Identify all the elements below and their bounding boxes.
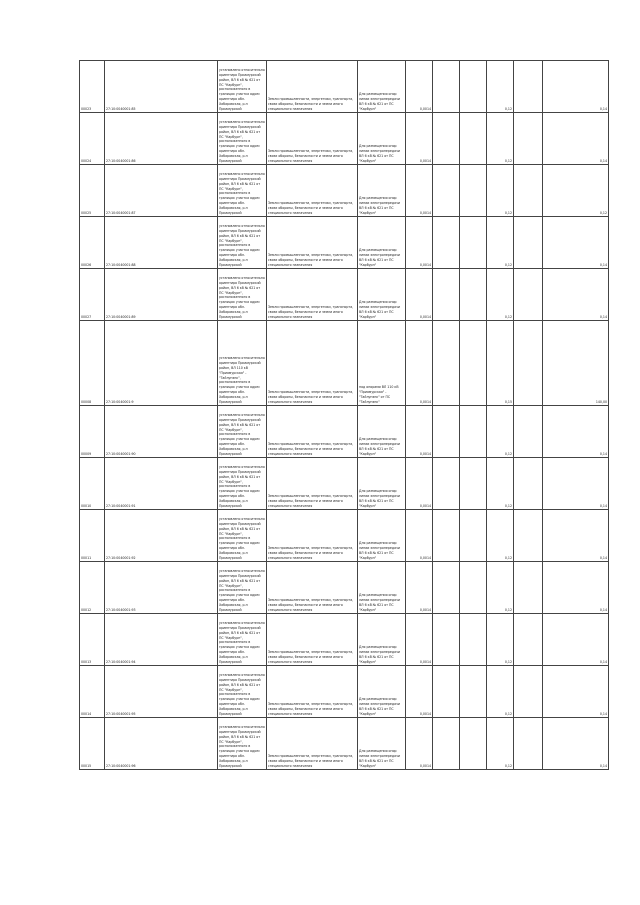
permitted-use: Для размещения опор линии электропередачи ВЛ 6 кВ № 621 от ПС "Карбурн" <box>358 718 406 770</box>
plot-area: 0,0014 <box>406 666 433 718</box>
cadastral-number: 27:10:0040001:94 <box>105 614 218 666</box>
value-2: 0,14 <box>543 269 609 321</box>
empty-cell <box>460 718 487 770</box>
empty-cell <box>460 113 487 165</box>
cadastral-number: 27:10:0040001:87 <box>105 165 218 217</box>
empty-cell <box>514 458 543 510</box>
row-number: 00010 <box>80 458 105 510</box>
table-row <box>80 61 609 113</box>
row-number: 00013 <box>80 614 105 666</box>
plot-area: 0,0014 <box>406 718 433 770</box>
land-category: Земли промышленности, энергетики, транспорта, связи обороны, безопасности и земли иного специального назначения <box>267 614 358 666</box>
row-number: 00026 <box>80 217 105 269</box>
row-number: 00027 <box>80 269 105 321</box>
permitted-use: Для размещения опор линии электропередачи ВЛ 6 кВ № 621 от ПС "Карбурн" <box>358 614 406 666</box>
empty-cell <box>433 113 460 165</box>
plot-area: 0,0014 <box>406 458 433 510</box>
location-description <box>218 165 267 217</box>
land-category: Земли промышленности, энергетики, транспорта, связи обороны, безопасности и земли иного специального назначения <box>267 269 358 321</box>
empty-cell <box>433 718 460 770</box>
cadastral-number: 27:10:0040001:90 <box>105 406 218 458</box>
value-1: 0,12 <box>487 562 514 614</box>
empty-cell <box>514 61 543 113</box>
empty-cell <box>460 614 487 666</box>
row-number: 00014 <box>80 666 105 718</box>
cadastral-number: 27:10:0040001:9 <box>105 321 218 406</box>
permitted-use: Для размещения опор линии электропередачи ВЛ 6 кВ № 621 от ПС "Карбурн" <box>358 113 406 165</box>
value-2: 0,14 <box>543 406 609 458</box>
location-description <box>218 718 267 770</box>
cadastral-number: 27:10:0040001:85 <box>105 61 218 113</box>
location-description <box>218 406 267 458</box>
location-description-text: установлено относительно ориентира Приамурский район, ВЛ 6 кВ № 621 от ПС "Карбурн", расположенного в границах участка адрес ориентира обл. Хабаровская, р-н Приамурский <box>219 568 265 613</box>
land-category: Земли промышленности, энергетики, транспорта, связи обороны, безопасности и земли иного специального назначения <box>267 666 358 718</box>
empty-cell <box>460 217 487 269</box>
cadastral-number: 27:10:0040001:92 <box>105 510 218 562</box>
empty-cell <box>433 217 460 269</box>
cadastral-number: 27:10:0040001:91 <box>105 458 218 510</box>
cadastral-number: 27:10:0040001:95 <box>105 666 218 718</box>
location-description-text: установлено относительно ориентира Приамурский район, ВЛ 6 кВ № 621 от ПС "Карбурн", расположенного в границах участка адрес ориентира обл. Хабаровская, р-н Приамурский <box>219 724 265 769</box>
value-2: 0,14 <box>543 666 609 718</box>
location-description-text: установлено относительно ориентира Приамурский район, ВЛ 6 кВ № 621 от ПС "Карбурн", расположенного в границах участка адрес ориентира обл. Хабаровская, р-н Приамурский <box>219 412 265 457</box>
land-plot-table <box>79 60 609 770</box>
empty-cell <box>460 406 487 458</box>
empty-cell <box>460 165 487 217</box>
value-2: 140,00 <box>543 321 609 406</box>
value-1: 0,12 <box>487 510 514 562</box>
permitted-use: Для размещения опор линии электропередачи ВЛ 6 кВ № 621 от ПС "Карбурн" <box>358 510 406 562</box>
location-description <box>218 61 267 113</box>
row-number: 00011 <box>80 510 105 562</box>
land-category: Земли промышленности, энергетики, транспорта, связи обороны, безопасности и земли иного специального назначения <box>267 165 358 217</box>
permitted-use: Для размещения опор линии электропередачи ВЛ 6 кВ № 621 от ПС "Карбурн" <box>358 61 406 113</box>
permitted-use: Для размещения опор линии электропередачи ВЛ 6 кВ № 621 от ПС "Карбурн" <box>358 217 406 269</box>
empty-cell <box>433 321 460 406</box>
empty-cell <box>433 666 460 718</box>
empty-cell <box>514 321 543 406</box>
permitted-use: Для размещения опор линии электропередачи ВЛ 6 кВ № 621 от ПС "Карбурн" <box>358 458 406 510</box>
value-2: 0,14 <box>543 510 609 562</box>
plot-area: 0,0014 <box>406 406 433 458</box>
land-category: Земли промышленности, энергетики, транспорта, связи обороны, безопасности и земли иного специального назначения <box>267 406 358 458</box>
location-description-text: установлено относительно ориентира Приамурский район, ВЛ 6 кВ № 621 от ПС "Карбурн", расположенного в границах участка адрес ориентира обл. Хабаровская, р-н Приамурский <box>219 171 265 216</box>
empty-cell <box>514 269 543 321</box>
table-row <box>80 113 609 165</box>
land-category: Земли промышленности, энергетики, транспорта, связи обороны, безопасности и земли иного специального назначения <box>267 321 358 406</box>
empty-cell <box>433 406 460 458</box>
table-row <box>80 269 609 321</box>
empty-cell <box>514 666 543 718</box>
plot-area: 0,0014 <box>406 61 433 113</box>
empty-cell <box>460 510 487 562</box>
permitted-use: Для размещения опор линии электропередачи ВЛ 6 кВ № 621 от ПС "Карбурн" <box>358 269 406 321</box>
plot-area: 0,0014 <box>406 614 433 666</box>
table-row <box>80 217 609 269</box>
table-row <box>80 458 609 510</box>
row-number: 00009 <box>80 406 105 458</box>
location-description <box>218 614 267 666</box>
empty-cell <box>433 562 460 614</box>
row-number: 00024 <box>80 113 105 165</box>
empty-cell <box>514 165 543 217</box>
row-number: 00023 <box>80 61 105 113</box>
table-row <box>80 165 609 217</box>
value-2: 0,14 <box>543 562 609 614</box>
table-row <box>80 666 609 718</box>
location-description-text: установлено относительно ориентира Приамурский район, ВЛ 6 кВ № 621 от ПС "Карбурн", расположенного в границах участка адрес ориентира обл. Хабаровская, р-н Приамурский <box>219 67 265 112</box>
empty-cell <box>460 321 487 406</box>
plot-area: 0,0014 <box>406 113 433 165</box>
permitted-use: под опорами ВЛ 110 кВ "Приамурская" - "Тайлунэнк" от ПС "Тайлунэнк" <box>358 321 406 406</box>
empty-cell <box>460 269 487 321</box>
value-2: 0,14 <box>543 61 609 113</box>
table-row <box>80 406 609 458</box>
land-category: Земли промышленности, энергетики, транспорта, связи обороны, безопасности и земли иного специального назначения <box>267 718 358 770</box>
location-description-text: установлено относительно ориентира Приамурский район, ВЛ 6 кВ № 621 от ПС "Карбурн", расположенного в границах участка адрес ориентира обл. Хабаровская, р-н Приамурский <box>219 275 265 320</box>
location-description <box>218 458 267 510</box>
value-1: 0,12 <box>487 458 514 510</box>
empty-cell <box>514 113 543 165</box>
plot-area: 0,0014 <box>406 217 433 269</box>
value-1: 0,12 <box>487 61 514 113</box>
location-description-text: установлено относительно ориентира Приамурский район, ВЛ 6 кВ № 621 от ПС "Карбурн", расположенного в границах участка адрес ориентира обл. Хабаровская, р-н Приамурский <box>219 119 265 164</box>
land-category: Земли промышленности, энергетики, транспорта, связи обороны, безопасности и земли иного специального назначения <box>267 458 358 510</box>
location-description-text: установлено относительно ориентира Приамурский район, ВЛ 6 кВ № 621 от ПС "Карбурн", расположенного в границах участка адрес ориентира обл. Хабаровская, р-н Приамурский <box>219 672 265 717</box>
empty-cell <box>433 510 460 562</box>
empty-cell <box>514 406 543 458</box>
plot-area: 0,0014 <box>406 269 433 321</box>
location-description <box>218 217 267 269</box>
cadastral-number: 27:10:0040001:96 <box>105 718 218 770</box>
plot-area: 0,0014 <box>406 562 433 614</box>
location-description-text: установлено относительно ориентира Приамурский район, ВЛ 6 кВ № 621 от ПС "Карбурн", расположенного в границах участка адрес ориентира обл. Хабаровская, р-н Приамурский <box>219 620 265 665</box>
location-description <box>218 562 267 614</box>
permitted-use: Для размещения опор линии электропередачи ВЛ 6 кВ № 621 от ПС "Карбурн" <box>358 562 406 614</box>
plot-area: 0,0014 <box>406 165 433 217</box>
empty-cell <box>433 269 460 321</box>
location-description <box>218 666 267 718</box>
table-row <box>80 562 609 614</box>
row-number: 00008 <box>80 321 105 406</box>
value-1: 0,12 <box>487 269 514 321</box>
value-2: 0,14 <box>543 113 609 165</box>
table-row <box>80 718 609 770</box>
location-description <box>218 269 267 321</box>
value-2: 0,14 <box>543 217 609 269</box>
value-1: 0,12 <box>487 217 514 269</box>
row-number: 00015 <box>80 718 105 770</box>
cadastral-number: 27:10:0040001:88 <box>105 217 218 269</box>
value-2: 0,14 <box>543 458 609 510</box>
land-category: Земли промышленности, энергетики, транспорта, связи обороны, безопасности и земли иного специального назначения <box>267 61 358 113</box>
value-1: 0,12 <box>487 666 514 718</box>
land-category: Земли промышленности, энергетики, транспорта, связи обороны, безопасности и земли иного специального назначения <box>267 217 358 269</box>
value-1: 0,12 <box>487 718 514 770</box>
location-description-text: установлено относительно ориентира Приамурский район, ВЛ 6 кВ № 621 от ПС "Карбурн", расположенного в границах участка адрес ориентира обл. Хабаровская, р-н Приамурский <box>219 464 265 509</box>
empty-cell <box>514 510 543 562</box>
value-1: 0,12 <box>487 406 514 458</box>
empty-cell <box>514 562 543 614</box>
empty-cell <box>514 718 543 770</box>
permitted-use: Для размещения опор линии электропередачи ВЛ 6 кВ № 621 от ПС "Карбурн" <box>358 406 406 458</box>
empty-cell <box>460 61 487 113</box>
table-row <box>80 321 609 406</box>
value-1: 0,15 <box>487 321 514 406</box>
empty-cell <box>460 562 487 614</box>
plot-area: 0,0014 <box>406 510 433 562</box>
empty-cell <box>433 614 460 666</box>
land-category: Земли промышленности, энергетики, транспорта, связи обороны, безопасности и земли иного специального назначения <box>267 113 358 165</box>
table-row <box>80 510 609 562</box>
plot-area: 0,0014 <box>406 321 433 406</box>
empty-cell <box>433 458 460 510</box>
land-category: Земли промышленности, энергетики, транспорта, связи обороны, безопасности и земли иного специального назначения <box>267 510 358 562</box>
cadastral-number: 27:10:0040001:86 <box>105 113 218 165</box>
empty-cell <box>460 666 487 718</box>
empty-cell <box>514 614 543 666</box>
permitted-use: Для размещения опор линии электропередачи ВЛ 6 кВ № 621 от ПС "Карбурн" <box>358 165 406 217</box>
location-description <box>218 321 267 406</box>
land-category: Земли промышленности, энергетики, транспорта, связи обороны, безопасности и земли иного специального назначения <box>267 562 358 614</box>
value-1: 0,12 <box>487 165 514 217</box>
table-row <box>80 614 609 666</box>
value-1: 0,12 <box>487 614 514 666</box>
cadastral-number: 27:10:0040001:93 <box>105 562 218 614</box>
empty-cell <box>433 165 460 217</box>
value-2: 0,12 <box>543 165 609 217</box>
value-2: 0,14 <box>543 614 609 666</box>
location-description <box>218 113 267 165</box>
value-1: 0,12 <box>487 113 514 165</box>
location-description-text: установлено относительно ориентира Приамурский район, ВЛ 6 кВ № 621 от ПС "Карбурн", расположенного в границах участка адрес ориентира обл. Хабаровская, р-н Приамурский <box>219 223 265 268</box>
row-number: 00025 <box>80 165 105 217</box>
permitted-use: Для размещения опор линии электропередачи ВЛ 6 кВ № 621 от ПС "Карбурн" <box>358 666 406 718</box>
empty-cell <box>514 217 543 269</box>
empty-cell <box>433 61 460 113</box>
value-2: 0,14 <box>543 718 609 770</box>
location-description-text: установлено относительно ориентира Приамурский район, ВЛ 6 кВ № 621 от ПС "Карбурн", расположенного в границах участка адрес ориентира обл. Хабаровская, р-н Приамурский <box>219 516 265 561</box>
location-description <box>218 510 267 562</box>
empty-cell <box>460 458 487 510</box>
cadastral-number: 27:10:0040001:89 <box>105 269 218 321</box>
row-number: 00012 <box>80 562 105 614</box>
location-description-text: установлено относительно ориентира Приамурский район, ВЛ 110 кВ "Приамурская" - "Тайлунэнк", расположенного в границах участка адрес ориентира обл. Хабаровская, р-н Приамурский <box>219 355 265 405</box>
